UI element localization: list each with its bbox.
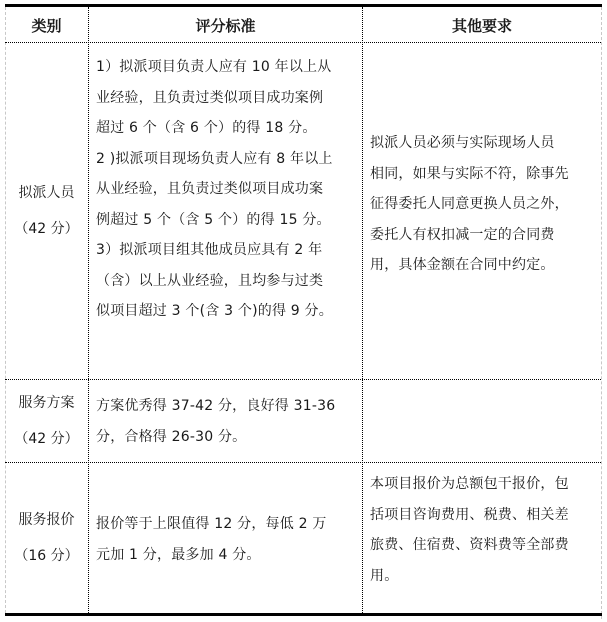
- criteria-line: 1）拟派项目负责人应有 10 年以上从: [96, 59, 332, 75]
- header-other-requirements: 其他要求: [451, 17, 512, 35]
- header-category: 类别: [31, 17, 62, 35]
- row-divider: [5, 42, 601, 43]
- criteria-line: 从业经验，且负责过类似项目成功案: [96, 181, 324, 197]
- criteria-line: 元加 1 分，最多加 4 分。: [96, 546, 261, 563]
- header-criteria: 评分标准: [195, 17, 256, 35]
- other-line: 括项目咨询费用、税费、相关差: [370, 506, 569, 523]
- row-service-plan-category: [5, 380, 88, 462]
- category-name: 服务报价: [18, 512, 75, 528]
- row-service-plan-other: [363, 380, 601, 462]
- row-service-price-category: [5, 463, 88, 613]
- category-name: 服务方案: [18, 395, 75, 411]
- criteria-line: 分，合格得 26-30 分。: [96, 428, 247, 445]
- criteria-line: （含）以上从业经验，且均参与过类: [96, 272, 324, 289]
- category-name: 拟派人员: [18, 185, 75, 201]
- category-score: （16 分）: [14, 548, 79, 564]
- category-score: （42 分）: [14, 221, 79, 237]
- other-line: 拟派人员必须与实际现场人员: [370, 135, 555, 151]
- other-line: 用。: [370, 567, 399, 584]
- row-personnel-category: [5, 43, 88, 379]
- category-score: （42 分）: [14, 431, 79, 447]
- criteria-line: 3）拟派项目组其他成员应具有 2 年: [96, 242, 323, 258]
- row-personnel-other: [363, 128, 601, 281]
- row-divider: [5, 462, 601, 463]
- other-line: 征得委托人同意更换人员之外，: [370, 196, 569, 212]
- row-personnel-criteria: [89, 52, 362, 327]
- row-service-price-criteria: [89, 509, 362, 570]
- other-line: 旅费、住宿费、资料费等全部费: [370, 537, 569, 553]
- table-bottom-rule: [5, 613, 602, 616]
- criteria-line: 业经验，且负责过类似项目成功案例: [96, 89, 324, 106]
- table-right-border: [601, 7, 602, 619]
- criteria-line: 超过 6 个（含 6 个）的得 18 分。: [96, 120, 317, 136]
- other-line: 委托人有权扣减一定的合同费: [370, 226, 555, 243]
- scoring-table: [5, 4, 602, 616]
- row-service-price-other: [363, 469, 601, 591]
- criteria-line: 方案优秀得 37-42 分，良好得 31-36: [96, 398, 336, 414]
- criteria-line: 报价等于上限值得 12 分，每低 2 万: [96, 516, 327, 532]
- criteria-line: 似项目超过 3 个(含 3 个)的得 9 分。: [96, 303, 333, 319]
- criteria-line: 2 )拟派项目现场负责人应有 8 年以上: [96, 150, 333, 167]
- other-line: 本项目报价为总额包干报价，包: [370, 476, 569, 492]
- row-service-plan-criteria: [89, 391, 362, 452]
- criteria-line: 例超过 5 个（含 5 个）的得 15 分。: [96, 211, 331, 228]
- other-line: 相同，如果与实际不符，除事先: [370, 165, 569, 182]
- other-line: 用，具体金额在合同中约定。: [370, 257, 555, 273]
